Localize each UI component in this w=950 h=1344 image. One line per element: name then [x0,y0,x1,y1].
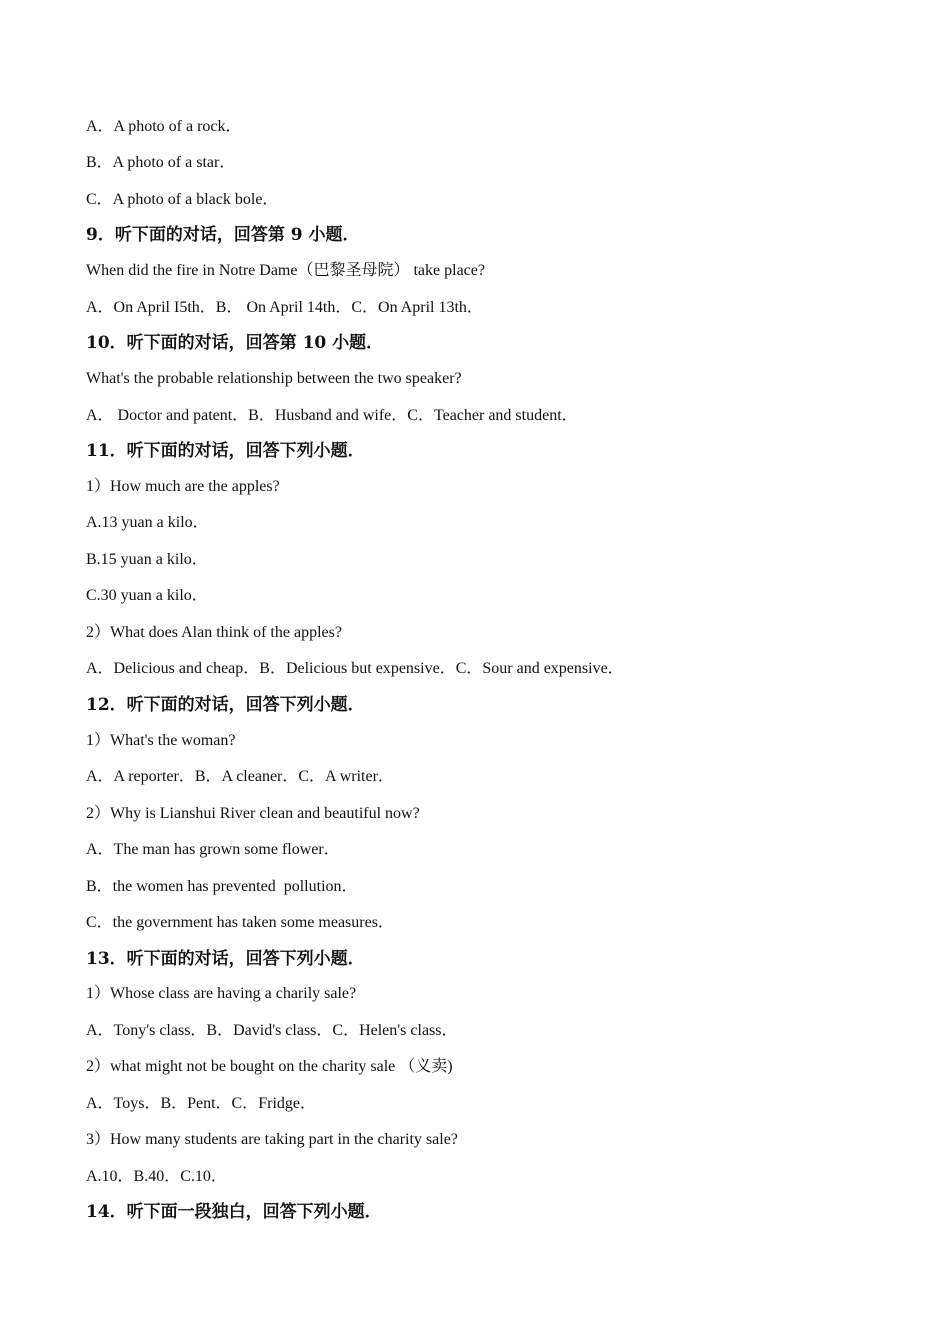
section-heading: 9．听下面的对话，回答第 9 小题． [86,225,360,245]
question-line: 1）What's the woman? [86,732,236,749]
question-line: 2）Why is Lianshui River clean and beautiful now? [86,805,420,822]
option-line: B．A photo of a star． [86,154,236,171]
option-line: A．On April I5th．B． On April 14th．C．On April 13th． [86,299,483,316]
question-line: 1）Whose class are having a charily sale? [86,985,357,1002]
option-line: C．the government has taken some measures． [86,914,394,931]
question-line: 2）what might not be bought on the charity sale （义卖) [86,1058,453,1075]
option-line: B．the women has prevented pollution． [86,878,358,895]
section-heading: 13．听下面的对话，回答下列小题． [86,949,365,969]
option-line: A．A reporter．B．A cleaner．C．A writer． [86,768,394,785]
option-line: A．Delicious and cheap．B．Delicious but expensive．C．Sour and expensive． [86,660,624,677]
option-line: C.30 yuan a kilo． [86,587,208,604]
option-line: A．Toys．B．Pent．C．Fridge． [86,1095,317,1112]
option-line: A．Tony's class．B．David's class．C．Helen's class． [86,1022,458,1039]
question-line: 2）What does Alan think of the apples? [86,624,342,641]
option-line: A.13 yuan a kilo． [86,514,209,531]
option-line: A．The man has grown some flower． [86,841,340,858]
question-line: When did the fire in Notre Dame（巴黎圣母院） take place? [86,262,485,279]
question-line: What's the probable relationship between the two speaker? [86,370,462,387]
option-line: B.15 yuan a kilo． [86,551,208,568]
section-heading: 12．听下面的对话，回答下列小题． [86,695,365,715]
option-line: C．A photo of a black bole． [86,191,279,208]
option-line: A.10．B.40．C.10． [86,1168,227,1185]
section-heading: 10．听下面的对话，回答第 10 小题． [86,333,384,353]
option-line: A．A photo of a rock． [86,118,242,135]
question-line: 3）How many students are taking part in the charity sale? [86,1131,458,1148]
section-heading: 11．听下面的对话，回答下列小题． [86,441,365,461]
question-line: 1）How much are the apples? [86,478,280,495]
option-line: A． Doctor and patent．B．Husband and wife．C．Teacher and student． [86,407,578,424]
section-heading: 14．听下面一段独白，回答下列小题． [86,1202,382,1222]
